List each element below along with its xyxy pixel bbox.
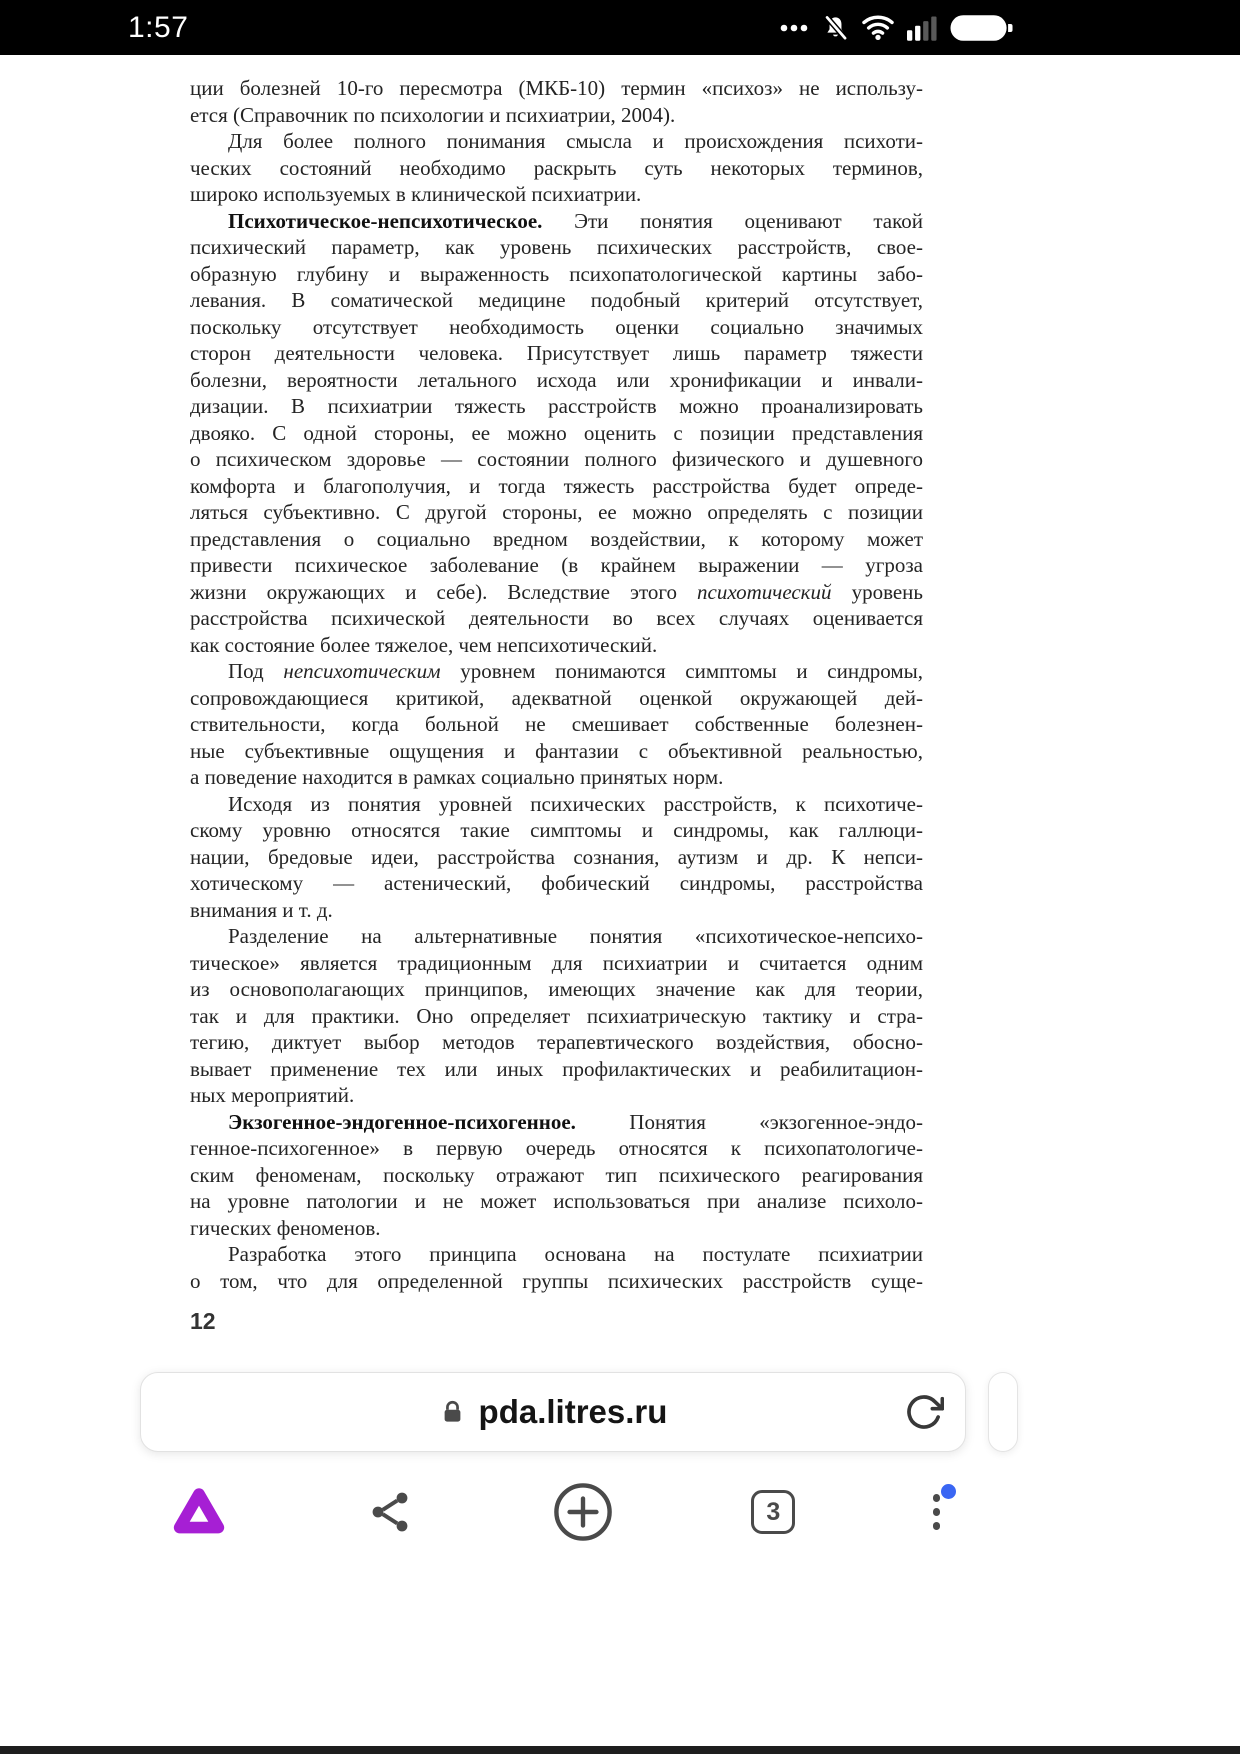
- yandex-logo-icon: [168, 1481, 230, 1543]
- text-line: комфорта и благополучия, и тогда тяжесть расстройства будет опреде-: [190, 473, 923, 498]
- text-line: поскольку отсутствует необходимость оценки социально значимых: [190, 314, 923, 339]
- gesture-bar: [0, 1746, 1240, 1754]
- paragraph: [190, 1109, 923, 1242]
- wifi-icon: [862, 14, 894, 41]
- lock-icon[interactable]: [439, 1397, 466, 1427]
- text-line: Разработка этого принципа основана на постулате психиатрии: [228, 1242, 923, 1266]
- text-line: представления о социально вредном воздействии, к которому может: [190, 526, 923, 551]
- kebab-menu-icon: [933, 1488, 941, 1537]
- tabs-button[interactable]: [751, 1490, 795, 1534]
- mute-icon: [822, 14, 849, 41]
- status-bar: [0, 0, 1240, 55]
- tabs-counter-icon: [751, 1490, 795, 1534]
- text-line: ческих состояний необходимо раскрыть суть некоторых терминов,: [190, 155, 923, 180]
- text-line: ствительности, когда больной не смешивает собственные болезнен-: [190, 712, 923, 736]
- text-line: на уровне патологии и не может использоваться при анализе психоло-: [190, 1189, 923, 1213]
- address-bar-content: [141, 1373, 965, 1451]
- text-line: Разделение на альтернативные понятия «психотическое-непсихо-: [228, 924, 923, 948]
- text-line: так и для практики. Оно определяет психиатрическую тактику и стра-: [190, 1003, 923, 1028]
- paragraph: [190, 128, 923, 208]
- browser-toolbar: [168, 1466, 940, 1558]
- text-line: Исходя из понятия уровней психических расстройств, к психотиче-: [228, 791, 923, 816]
- paragraph: [190, 208, 923, 659]
- text-line: Под непсихотическим уровнем понимаются симптомы и синдромы,: [228, 659, 924, 683]
- cell-signal-icon: [907, 15, 937, 41]
- yandex-home-button[interactable]: [168, 1481, 230, 1543]
- text-line: тегию, диктует выбор методов терапевтического воздействия, обосно-: [190, 1030, 923, 1054]
- menu-button[interactable]: [933, 1488, 941, 1537]
- text-line: о том, что для определенной группы психических расстройств суще-: [190, 1268, 923, 1293]
- text-line: привести психическое заболевание (в крайнем выражении — угроза: [190, 553, 923, 577]
- reload-icon: [904, 1392, 944, 1432]
- text-line: внимания и т. д.: [190, 897, 333, 922]
- text-line: расстройства психической деятельности во всех случаях оценивается: [190, 606, 923, 630]
- text-line: ных мероприятий.: [190, 1083, 355, 1107]
- text-line: скому уровню относятся такие симптомы и синдромы, как галлюци-: [190, 818, 923, 842]
- text-line: ется (Справочник по психологии и психиатрии, 2004).: [190, 102, 676, 127]
- text-line: болезни, вероятности летального исхода или хронификации и инвали-: [190, 367, 923, 392]
- text-line: ским феноменам, поскольку отражают тип психического реагирования: [190, 1162, 923, 1187]
- text-line: о психическом здоровье — состоянии полного физического и душевного: [190, 447, 923, 471]
- paragraph: [190, 923, 923, 1109]
- text-line: ции болезней 10-го пересмотра (МКБ-10) термин «психоз» не использу-: [190, 76, 923, 100]
- text-line: гических феноменов.: [190, 1215, 381, 1240]
- text-line: жизни окружающих и себе). Вследствие этого психотический уровень: [190, 579, 923, 604]
- plus-circle-icon: [552, 1481, 614, 1543]
- text-line: а поведение находится в рамках социально принятых норм.: [190, 765, 724, 789]
- paragraph: [190, 791, 923, 924]
- text-line: хотическому — астенический, фобический синдромы, расстройства: [190, 871, 923, 895]
- reader-page[interactable]: [0, 55, 1240, 1355]
- page-number: 12: [190, 1308, 216, 1334]
- status-time: 1:57: [128, 10, 189, 44]
- text-line: ляться субъективно. С другой стороны, ее можно определять с позиции: [190, 500, 923, 524]
- share-icon: [367, 1488, 415, 1536]
- next-card-edge: [988, 1372, 1018, 1452]
- share-button[interactable]: [367, 1488, 415, 1536]
- text-line: Психотическое-непсихотическое. Эти понятия оценивают такой: [228, 208, 923, 233]
- text-line: генное-психогенное» в первую очередь относятся к психопатологиче-: [190, 1136, 923, 1160]
- paragraph: [190, 1241, 923, 1294]
- text-line: образную глубину и выраженность психопатологической картины забо-: [190, 261, 923, 286]
- paragraph: [190, 75, 923, 128]
- text-line: сопровождающиеся критикой, адекватной оценкой окружающей дей-: [190, 685, 923, 710]
- status-icons: [779, 0, 1014, 55]
- url-text: pda.litres.ru: [478, 1393, 668, 1430]
- text-line: дизации. В психиатрии тяжесть расстройств можно проанализировать: [190, 394, 923, 418]
- text-line: как состояние более тяжелое, чем непсихотический.: [190, 632, 658, 657]
- battery-icon: [950, 14, 1014, 42]
- reload-button[interactable]: [901, 1389, 947, 1435]
- address-bar[interactable]: [140, 1372, 966, 1452]
- text-line: сторон деятельности человека. Присутствует лишь параметр тяжести: [190, 341, 923, 365]
- paragraph: [190, 658, 923, 791]
- text-line: нации, бредовые идеи, расстройства сознания, аутизм и др. К непси-: [190, 844, 923, 869]
- text-line: Для более полного понимания смысла и происхождения психоти-: [228, 129, 923, 153]
- book-text: [190, 75, 923, 1294]
- tabs-count: 3: [766, 1497, 781, 1526]
- text-line: двояко. С одной стороны, ее можно оценить с позиции представления: [190, 420, 923, 445]
- new-tab-button[interactable]: [552, 1481, 614, 1543]
- text-line: широко используемых в клинической психиатрии.: [190, 182, 642, 206]
- notification-overflow-icon: [779, 23, 809, 33]
- text-line: ные субъективные ощущения и фантазии с объективной реальностью,: [190, 738, 923, 763]
- text-line: Экзогенное-эндогенное-психогенное. Понятия «экзогенное-эндо-: [228, 1109, 923, 1134]
- text-line: вывает применение тех или иных профилактических и реабилитацион-: [190, 1056, 923, 1081]
- text-line: левания. В соматической медицине подобный критерий отсутствует,: [190, 288, 923, 312]
- notification-dot: [941, 1484, 956, 1499]
- text-line: из основополагающих принципов, имеющих значение как для теории,: [190, 977, 923, 1001]
- text-line: психический параметр, как уровень психических расстройств, свое-: [190, 235, 923, 259]
- text-line: тическое» является традиционным для психиатрии и считается одним: [190, 950, 923, 975]
